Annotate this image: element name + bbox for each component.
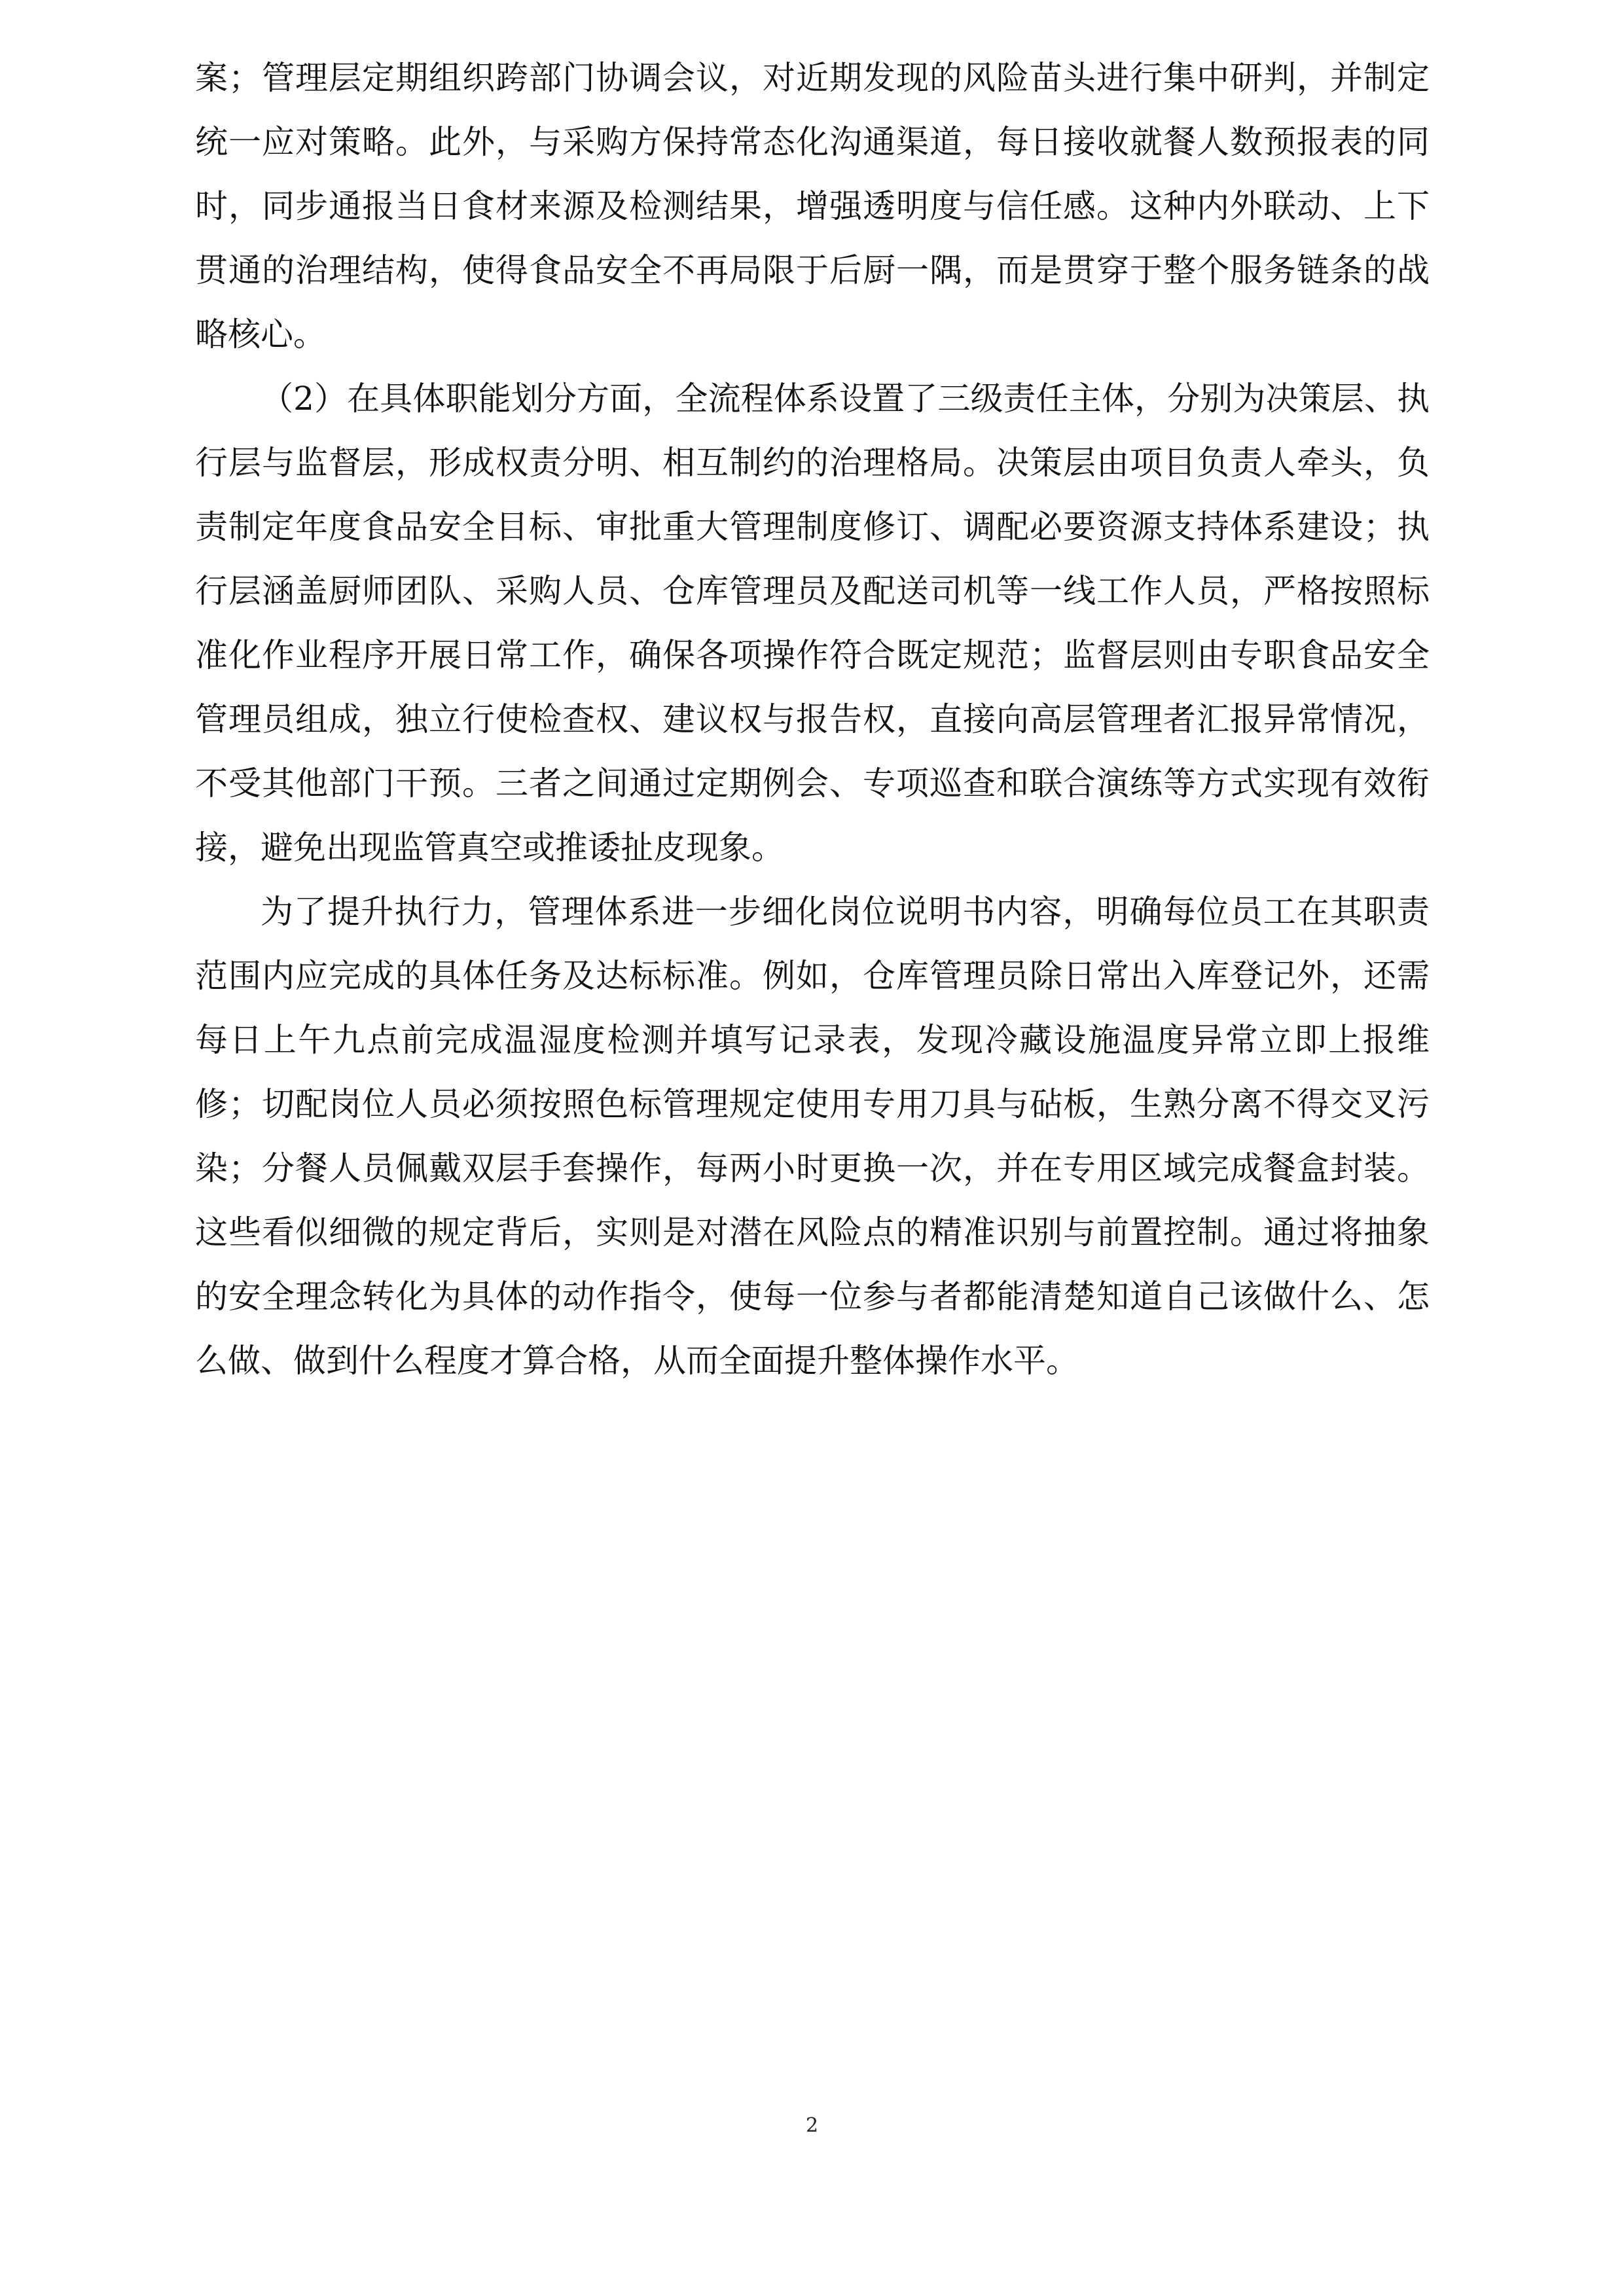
paragraph-functional-division: （2）在具体职能划分方面，全流程体系设置了三级责任主体，分别为决策层、执行层与监督层，形成权责分明、相互制约的治理格局。决策层由项目负责人牵头，负责制定年度食品安全目标、审批重大管理制度修订、调配必要资源支持体系建设；执行层涵盖厨师团队、采购人员、仓库管理员及配送司机等一线工作人员，严格按照标准化作业程序开展日常工作，确保各项操作符合既定规范；监督层则由专职食品安全管理员组成，独立行使检查权、建议权与报告权，直接向高层管理者汇报异常情况，不受其他部门干预。三者之间通过定期例会、专项巡查和联合演练等方式实现有效衔接，避免出现监管真空或推诿扯皮现象。: [195, 380, 1430, 867]
body-text: [195, 46, 1430, 1393]
page-number: 2: [805, 2114, 819, 2137]
paragraph-execution: 为了提升执行力，管理体系进一步细化岗位说明书内容，明确每位员工在其职责范围内应完成的具体任务及达标标准。例如，仓库管理员除日常出入库登记外，还需每日上午九点前完成温湿度检测并填写记录表，发现冷藏设施温度异常立即上报维修；切配岗位人员必须按照色标管理规定使用专用刀具与砧板，生熟分离不得交叉污染；分餐人员佩戴双层手套操作，每两小时更换一次，并在专用区域完成餐盒封装。这些看似细微的规定背后，实则是对潜在风险点的精准识别与前置控制。通过将抽象的安全理念转化为具体的动作指令，使每一位参与者都能清楚知道自己该做什么、怎么做、做到什么程度才算合格，从而全面提升整体操作水平。: [195, 893, 1430, 1380]
paragraph-continuation: 案；管理层定期组织跨部门协调会议，对近期发现的风险苗头进行集中研判，并制定统一应对策略。此外，与采购方保持常态化沟通渠道，每日接收就餐人数预报表的同时，同步通报当日食材来源及检测结果，增强透明度与信任感。这种内外联动、上下贯通的治理结构，使得食品安全不再局限于后厨一隅，而是贯穿于整个服务链条的战略核心。: [195, 59, 1430, 353]
